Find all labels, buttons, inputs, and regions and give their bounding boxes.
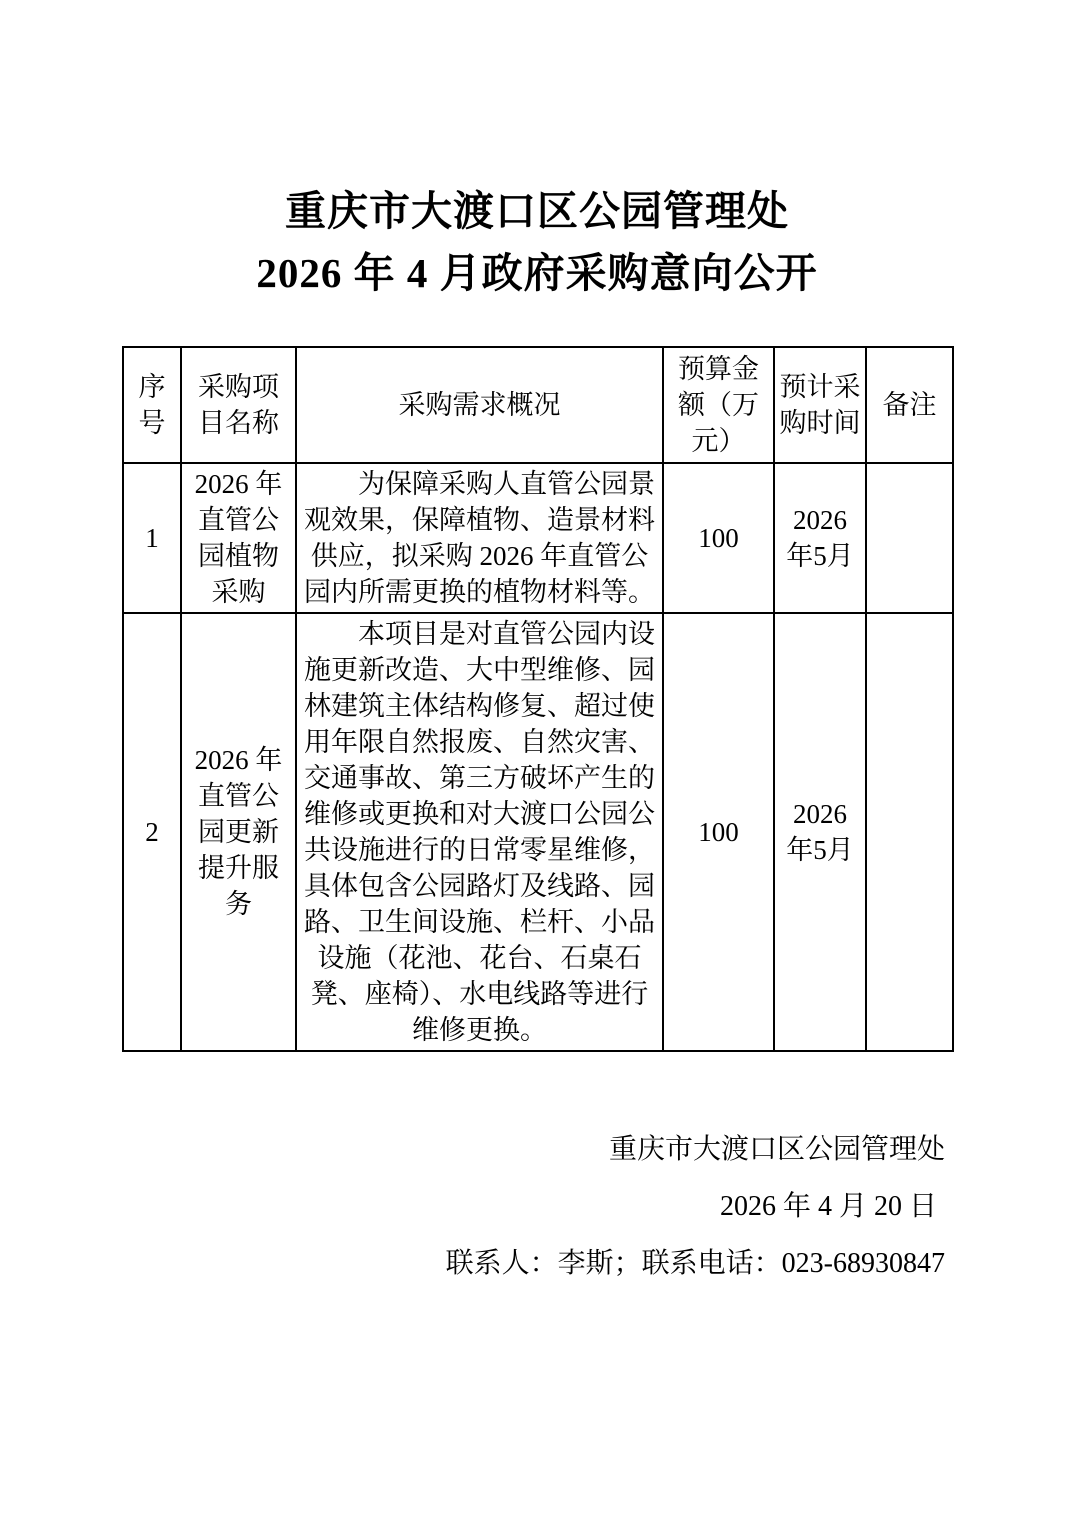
col-header-remark: 备注: [866, 347, 953, 463]
col-header-summary: 采购需求概况: [296, 347, 663, 463]
row-index-cell: 2: [123, 613, 181, 1051]
table-row: [123, 463, 953, 613]
signature-block: [446, 1132, 945, 1303]
budget-cell: 100: [663, 613, 774, 1051]
row-index-cell: 1: [123, 463, 181, 613]
remark-cell: [866, 463, 953, 613]
time-cell: 2026年5月: [774, 463, 866, 613]
remark-cell: [866, 613, 953, 1051]
summary-cell: 为保障采购人直管公园景观效果，保障植物、造景材料供应，拟采购 2026 年直管公园内所需更换的植物材料等。: [296, 463, 663, 613]
time-cell: 2026年5月: [774, 613, 866, 1051]
table-row: [123, 613, 953, 1051]
procurement-table: [122, 346, 954, 1052]
summary-cell: 本项目是对直管公园内设施更新改造、大中型维修、园林建筑主体结构修复、超过使用年限自然报废、自然灾害、交通事故、第三方破坏产生的维修或更换和对大渡口公园公共设施进行的日常零星维修，具体包含公园路灯及线路、园路、卫生间设施、栏杆、小品设施（花池、花台、石桌石凳、座椅）、水电线路等进行维修更换。: [296, 613, 663, 1051]
col-header-budget: 预算金额（万元）: [663, 347, 774, 463]
document-title-line-1: 重庆市大渡口区公园管理处: [285, 188, 789, 234]
col-header-index: 序号: [123, 347, 181, 463]
project-name-cell: 2026 年直管公园植物采购: [181, 463, 296, 613]
document-title-line-2: 2026 年 4 月政府采购意向公开: [256, 250, 818, 296]
col-header-time: 预计采购时间: [774, 347, 866, 463]
col-header-project-name: 采购项目名称: [181, 347, 296, 463]
footer-date: 2026 年 4 月 20 日: [719, 1191, 937, 1222]
table-header-row: [123, 347, 953, 463]
footer-organization: 重庆市大渡口区公园管理处: [608, 1134, 945, 1165]
budget-cell: 100: [663, 463, 774, 613]
footer-contact: 联系人：李斯；联系电话：023-68930847: [445, 1248, 945, 1279]
document-title: [0, 180, 1074, 304]
project-name-cell: 2026 年直管公园更新提升服务: [181, 613, 296, 1051]
